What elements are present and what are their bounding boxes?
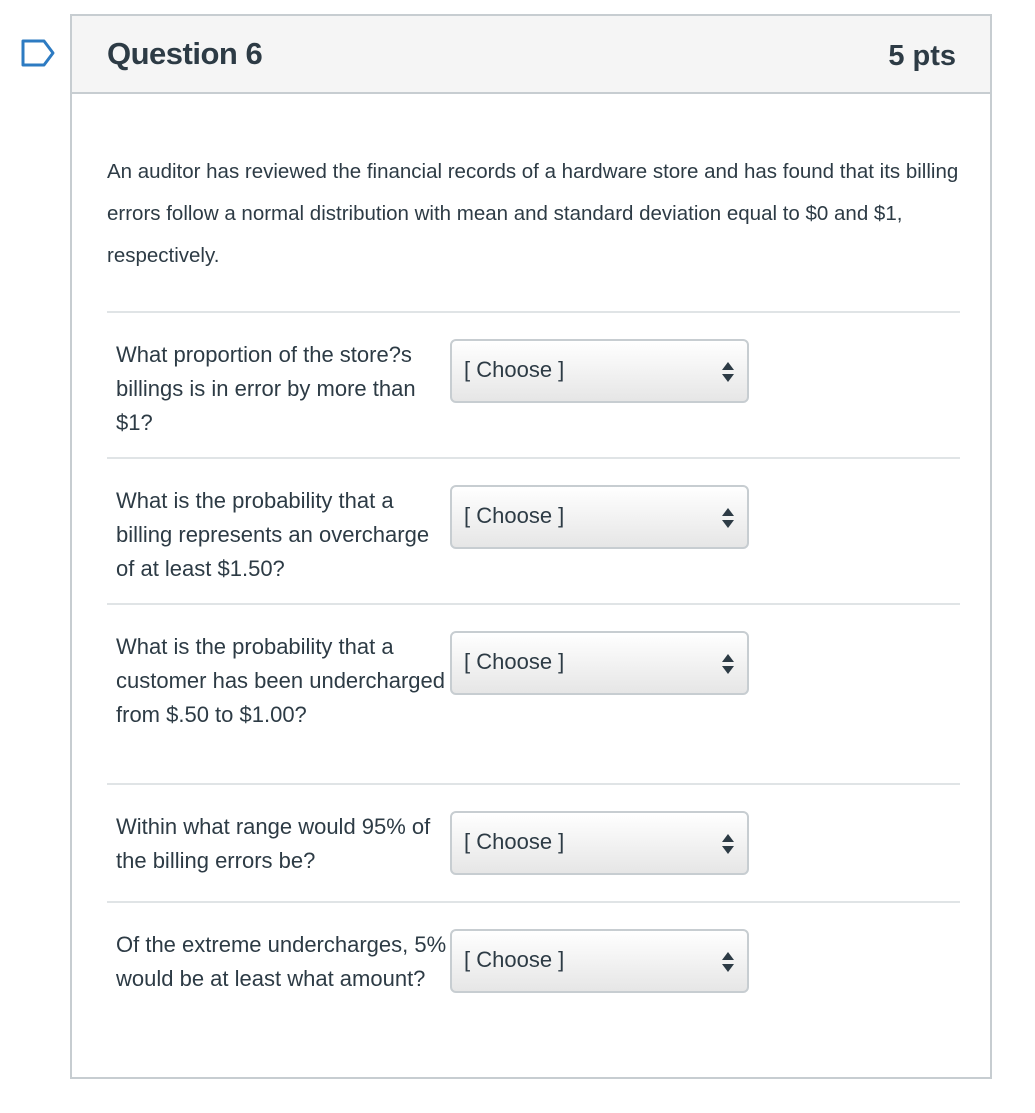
- item-question-text: Within what range would 95% of the billing errors be?: [116, 814, 431, 873]
- divider: [107, 311, 960, 313]
- divider: [107, 783, 960, 785]
- divider: [107, 457, 960, 459]
- up-down-arrows-icon: [721, 505, 735, 531]
- answer-dropdown-value: [ Choose ]: [464, 357, 565, 382]
- up-down-arrows-icon: [721, 831, 735, 857]
- question-card: [70, 14, 992, 1079]
- question-prompt: An auditor has reviewed the financial records of a hardware store and has found that its billing errors follow a normal distribution with mean and standard deviation equal to $0 and $1, respectively.: [107, 160, 959, 267]
- divider: [107, 901, 960, 903]
- answer-dropdown-value: [ Choose ]: [464, 503, 565, 528]
- question-points: 5 pts: [888, 40, 956, 72]
- question-title: Question 6: [107, 36, 263, 71]
- item-question-text: Of the extreme undercharges, 5% would be at least what amount?: [116, 932, 447, 991]
- item-question-text: What proportion of the store?s billings is in error by more than $1?: [116, 342, 416, 435]
- answer-dropdown-value: [ Choose ]: [464, 947, 565, 972]
- up-down-arrows-icon: [721, 359, 735, 385]
- answer-dropdown-value: [ Choose ]: [464, 829, 565, 854]
- answer-dropdown[interactable]: [450, 339, 749, 403]
- question-header: [72, 16, 990, 94]
- divider: [107, 603, 960, 605]
- item-question-text: What is the probability that a billing represents an overcharge of at least $1.50?: [116, 488, 430, 581]
- item-question-text: What is the probability that a customer has been undercharged from $.50 to $1.00?: [116, 634, 445, 727]
- answer-dropdown[interactable]: [450, 811, 749, 875]
- up-down-arrows-icon: [721, 651, 735, 677]
- answer-dropdown[interactable]: [450, 485, 749, 549]
- answer-dropdown[interactable]: [450, 631, 749, 695]
- flag-question-icon[interactable]: [20, 38, 56, 68]
- answer-dropdown[interactable]: [450, 929, 749, 993]
- answer-dropdown-value: [ Choose ]: [464, 649, 565, 674]
- up-down-arrows-icon: [721, 949, 735, 975]
